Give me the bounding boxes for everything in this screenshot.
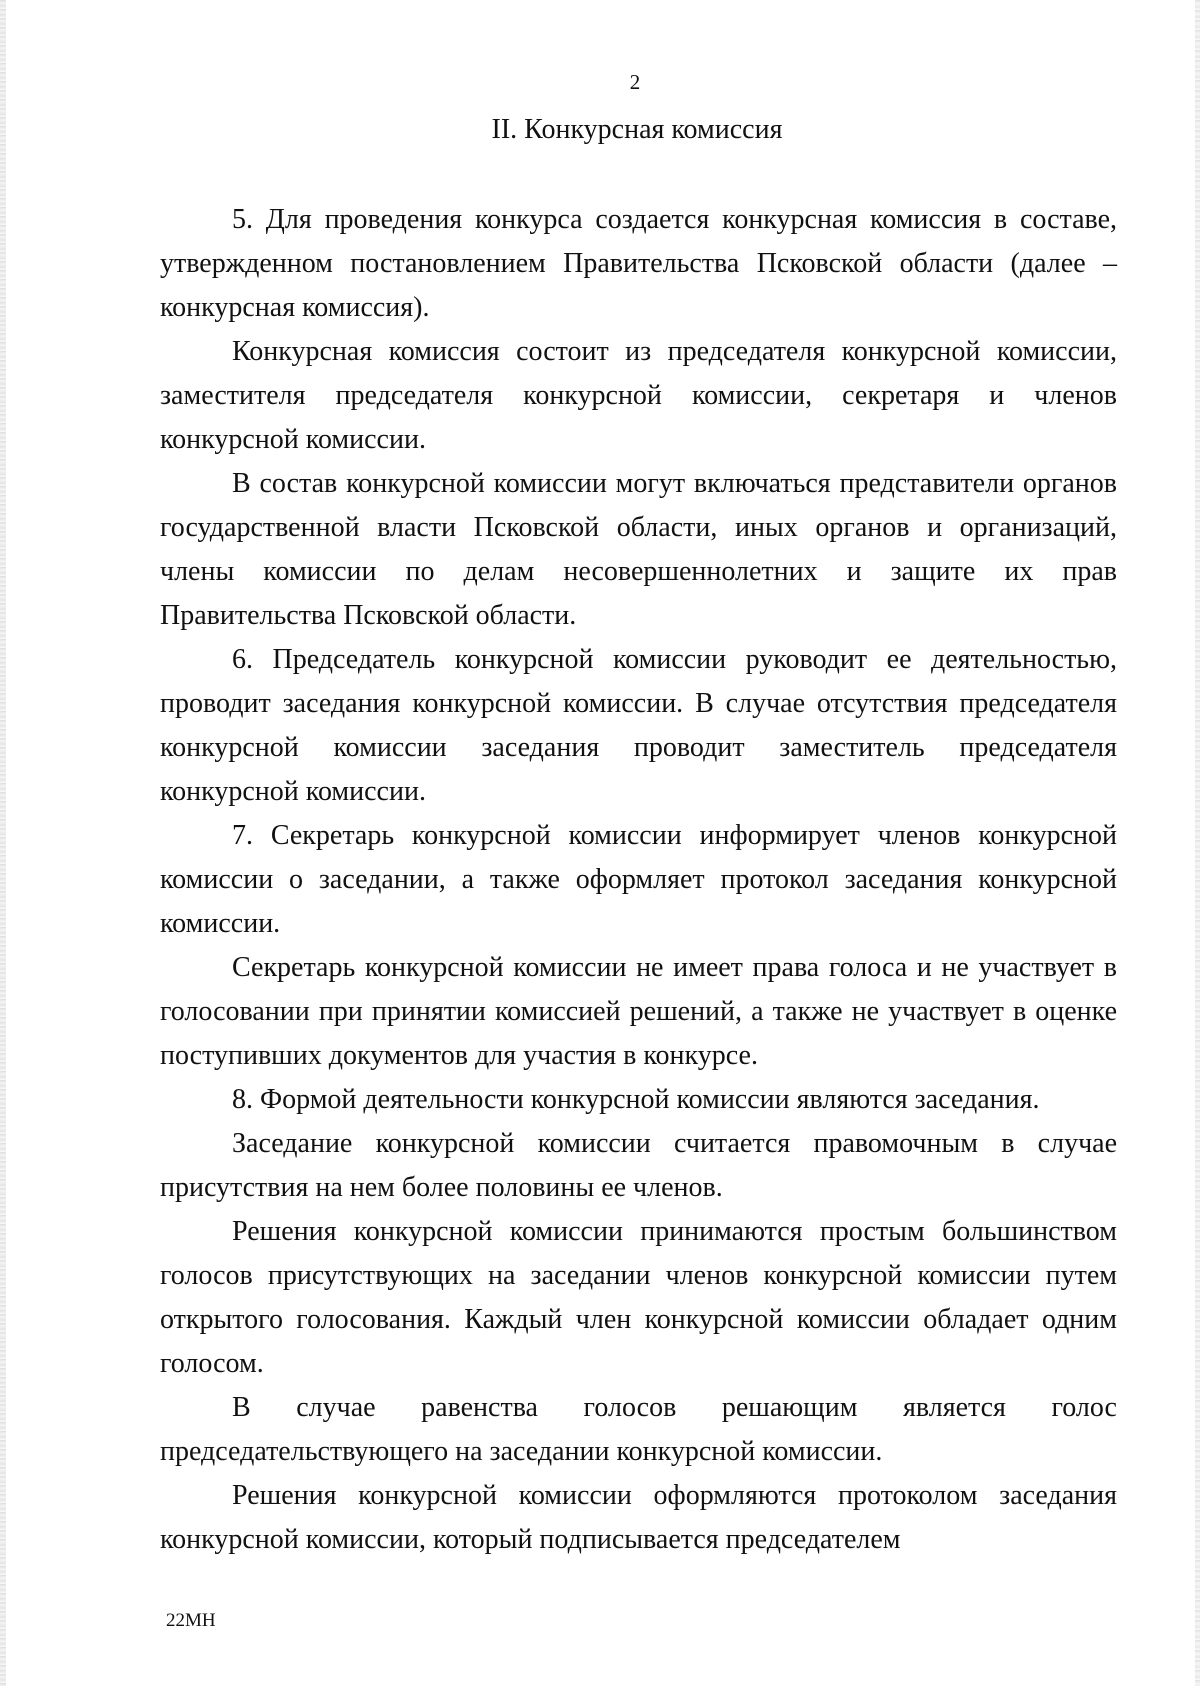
paragraph-quorum: Заседание конкурсной комиссии считается правомочным в случае присутствия на нем более половины ее членов. (160, 1128, 1117, 1203)
paragraph-commission-members: В состав конкурсной комиссии могут включаться представители органов государственной власти Псковской области, иных органов и организаций, члены комиссии по делам несовершеннолетних и защите их прав Правительства Псковской области. (160, 468, 1117, 631)
paragraph-5: 5. Для проведения конкурса создается конкурсная комиссия в составе, утвержденном постановлением Правительства Псковской области (далее – конкурсная комиссия). (160, 204, 1117, 323)
section-title: II. Конкурсная комиссия (491, 114, 783, 145)
paragraph-8: 8. Формой деятельности конкурсной комиссии являются заседания. (232, 1084, 1040, 1115)
paragraph-7: 7. Секретарь конкурсной комиссии информирует членов конкурсной комиссии о заседании, а также оформляет протокол заседания конкурсной комиссии. (160, 820, 1117, 939)
paragraph-6: 6. Председатель конкурсной комиссии руководит ее деятельностью, проводит заседания конкурсной комиссии. В случае отсутствия председателя конкурсной комиссии заседания проводит заместитель председателя конкурсной комиссии. (160, 644, 1117, 807)
page-number: 2 (629, 70, 641, 94)
footer-code: 22МН (166, 1610, 216, 1631)
scan-edge-left (0, 0, 6, 1686)
paragraph-protocol: Решения конкурсной комиссии оформляются протоколом заседания конкурсной комиссии, который подписывается председателем (160, 1480, 1117, 1555)
paragraph-decisions: Решения конкурсной комиссии принимаются простым большинством голосов присутствующих на заседании членов конкурсной комиссии путем открытого голосования. Каждый член конкурсной комиссии обладает одним голосом. (160, 1216, 1117, 1379)
document-body (160, 198, 1117, 1562)
paragraph-commission-composition: Конкурсная комиссия состоит из председателя конкурсной комиссии, заместителя председателя конкурсной комиссии, секретаря и членов конкурсной комиссии. (160, 336, 1117, 455)
scan-edge-right (1195, 0, 1200, 1686)
paragraph-secretary-no-vote: Секретарь конкурсной комиссии не имеет права голоса и не участвует в голосовании при принятии комиссией решений, а также не участвует в оценке поступивших документов для участия в конкурсе. (160, 952, 1117, 1071)
paragraph-tie-vote: В случае равенства голосов решающим является голос председательствующего на заседании конкурсной комиссии. (160, 1392, 1117, 1467)
